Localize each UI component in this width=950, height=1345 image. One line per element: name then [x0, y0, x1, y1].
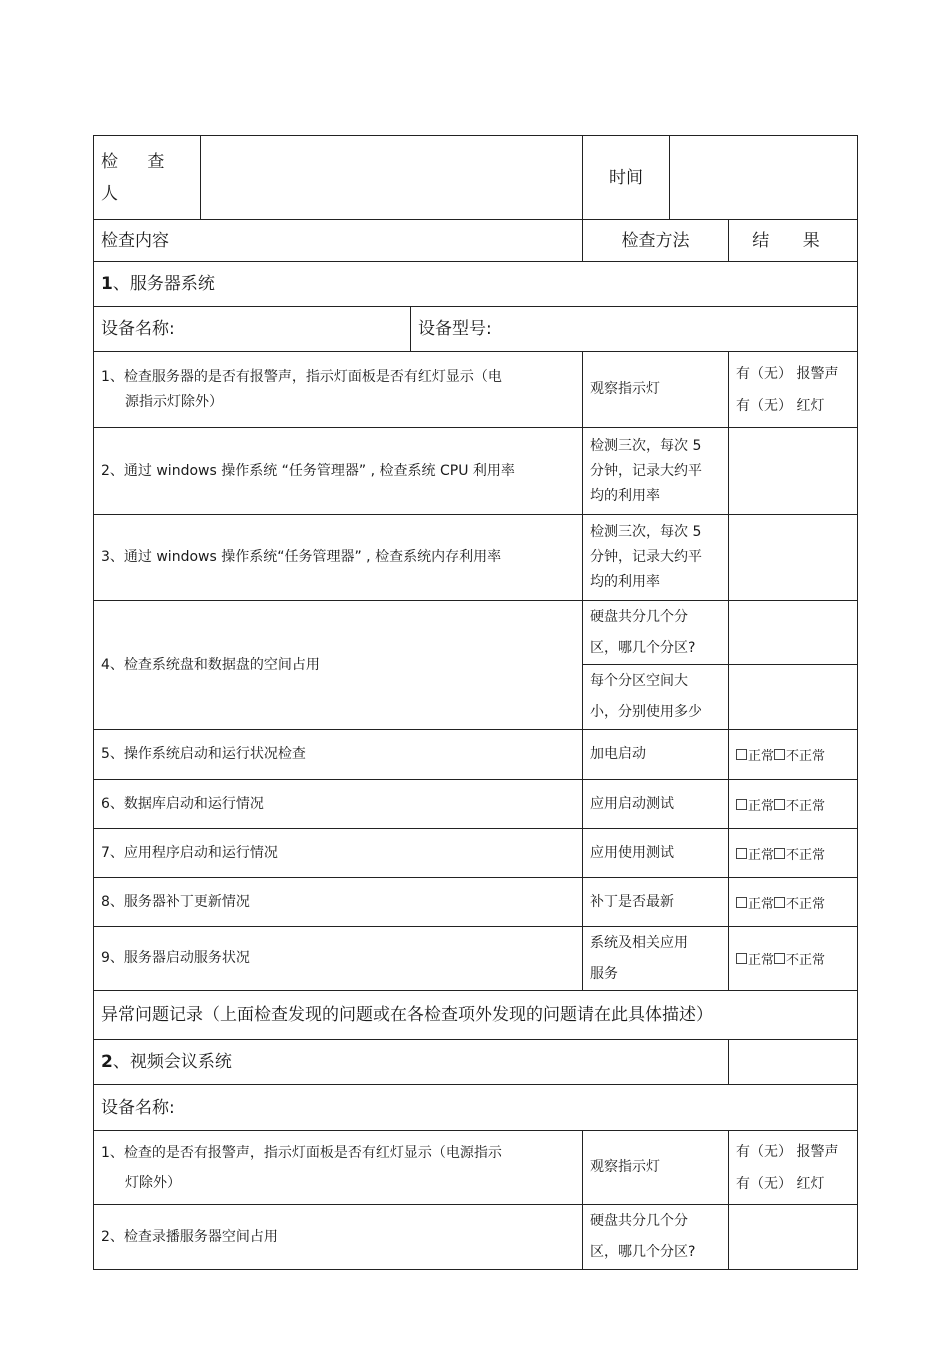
s1-item3-method: 检测三次，每次 5 分钟，记录大约平 均的利用率 — [590, 524, 702, 590]
checkbox-normal[interactable] — [736, 848, 747, 859]
s1-item4-method-a: 硬盘共分几个分 区，哪几个分区? — [590, 608, 696, 656]
checkbox-abnormal[interactable] — [774, 799, 785, 810]
column-result: 结 果 — [752, 230, 834, 251]
column-content: 检查内容 — [101, 230, 169, 251]
s1-item2-content: 2、通过 windows 操作系统 “任务管理器” , 检查系统 CPU 利用率 — [101, 462, 515, 479]
column-method: 检查方法 — [621, 230, 690, 251]
s2-item2-result[interactable] — [729, 1205, 857, 1269]
checkbox-abnormal[interactable] — [774, 897, 785, 908]
s2-item1-content: 1、检查的是否有报警声，指示灯面板是否有红灯显示（电源指示 灯除外） — [101, 1144, 502, 1191]
s1-item4-content: 4、检查系统盘和数据盘的空间占用 — [101, 656, 320, 673]
s1-item6-result: 正常 不正常 — [729, 780, 857, 828]
s1-item2-method: 检测三次，每次 5 分钟，记录大约平 均的利用率 — [590, 437, 702, 504]
inspector-field[interactable] — [201, 136, 582, 219]
device-model-label: 设备型号: — [418, 319, 492, 339]
s1-item3-result[interactable] — [729, 515, 857, 600]
s2-device-name-label: 设备名称: — [101, 1097, 175, 1118]
s1-item1-method: 观察指示灯 — [590, 381, 660, 397]
s1-item3-content: 3、通过 windows 操作系统“任务管理器” , 检查系统内存利用率 — [101, 549, 502, 565]
device-name-label: 设备名称: — [101, 319, 175, 339]
s1-item2-result[interactable] — [729, 428, 857, 514]
s1-item5-content: 5、操作系统启动和运行状况检查 — [101, 746, 306, 762]
s1-item1-result[interactable]: 有（无） 报警声 有（无） 红灯 — [736, 365, 839, 414]
s1-item4-method-b: 每个分区空间大 小，分别使用多少 — [590, 673, 702, 720]
s1-item8-method: 补丁是否最新 — [590, 893, 674, 910]
section1-title: 1 、服务器系统 — [101, 274, 215, 294]
s1-item7-result: 正常 不正常 — [729, 829, 857, 877]
checkbox-normal[interactable] — [736, 799, 747, 810]
s2-item1-result[interactable]: 有（无） 报警声 有（无） 红灯 — [736, 1143, 839, 1192]
s1-item1-content: 1、检查服务器的是否有报警声，指示灯面板是否有红灯显示（电 源指示灯除外） — [101, 368, 502, 410]
s1-item6-method: 应用启动测试 — [590, 795, 674, 812]
s1-item5-result: 正常 不正常 — [729, 730, 857, 779]
checkbox-normal[interactable] — [736, 749, 747, 760]
s1-item9-content: 9、服务器启动服务状况 — [101, 950, 250, 966]
s1-item6-content: 6、数据库启动和运行情况 — [101, 795, 264, 812]
s1-item5-method: 加电启动 — [590, 746, 646, 762]
s1-item9-method: 系统及相关应用 服务 — [590, 934, 688, 982]
inspector-label: 检 查 人 — [101, 151, 177, 204]
time-field[interactable] — [670, 136, 857, 219]
s2-item2-content: 2、检查录播服务器空间占用 — [101, 1228, 278, 1245]
s1-item8-result: 正常 不正常 — [729, 878, 857, 926]
checkbox-abnormal[interactable] — [774, 749, 785, 760]
checkbox-abnormal[interactable] — [774, 953, 785, 964]
s2-item2-method: 硬盘共分几个分 区，哪几个分区? — [590, 1213, 696, 1260]
time-label: 时间 — [609, 167, 643, 188]
s1-item7-method: 应用使用测试 — [590, 844, 674, 861]
s1-item4-result-a[interactable] — [729, 601, 857, 664]
section2-result[interactable] — [729, 1040, 857, 1084]
s1-item4-result-b[interactable] — [729, 665, 857, 729]
checkbox-abnormal[interactable] — [774, 848, 785, 859]
checkbox-normal[interactable] — [736, 953, 747, 964]
s2-item1-method: 观察指示灯 — [590, 1159, 660, 1175]
checkbox-normal[interactable] — [736, 897, 747, 908]
s1-item7-content: 7、应用程序启动和运行情况 — [101, 844, 278, 861]
abnormal-note[interactable]: 异常问题记录（上面检查发现的问题或在各检查项外发现的问题请在此具体描述） — [101, 1005, 713, 1025]
section2-title: 2 、视频会议系统 — [101, 1052, 232, 1072]
s1-item8-content: 8、服务器补丁更新情况 — [101, 893, 250, 910]
s1-item9-result: 正常 不正常 — [729, 927, 857, 990]
